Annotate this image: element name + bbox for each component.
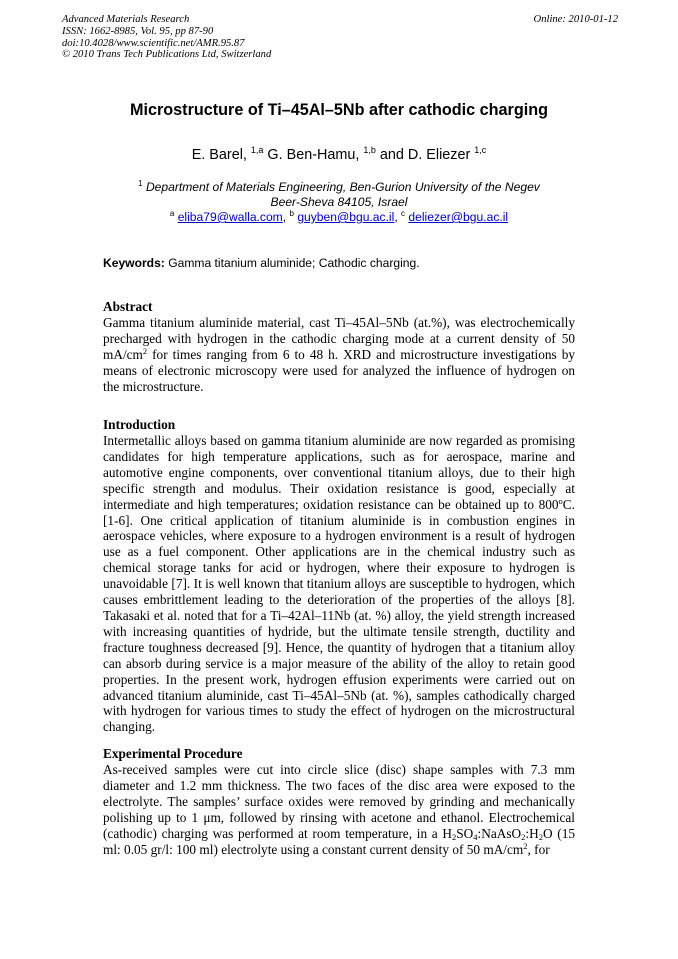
- introduction-section: [103, 417, 575, 735]
- author-name: G. Ben-Hamu,: [263, 147, 364, 163]
- affiliation: [0, 180, 678, 210]
- introduction-heading: Introduction: [103, 417, 176, 432]
- email-superscript: c: [401, 209, 406, 218]
- introduction-text: Intermetallic alloys based on gamma titanium aluminide are now regarded as promising candidates for high temperature applications, such as for aerospace, marine and automotive engine components, over conventional titanium alloys, due to their high specific strength and modulus. Their oxidation resistance is good, especially at intermediate and high temperatures; oxidation resistance can be obtained up to 800$^o$C. [1-6]. One critical application of titanium aluminide is in combustion engines in aerospace vehicles, where exposure to a hydrogen environment is a result of hydrogen use as a fuel component. Other applications are in the chemical industry such as chemical storage tanks for acid or hydrogen, where their exposure to hydrogen is unavoidable [7]. It is well known that titanium alloys are susceptible to hydrogen, which causes embrittlement leading to the deterioration of the properties of the alloys [8]. Takasaki et al. noted that for a Ti–42Al–11Nb (at. %) alloy, the yield strength increased with increasing quantities of hydride, but the ultimate tensile strength, ductility and fracture toughness decreased [9]. Hence, the quantity of hydrogen that a titanium alloy can absorb during service is a major measure of the ability of the alloy to retain good properties. In the present work, hydrogen effusion experiments were carried out on advanced titanium aluminide, cast Ti–45Al–5Nb (at. %), samples cathodically charged with hydrogen for various times to study the effect of hydrogen on the microstructural changing.: [103, 433, 575, 735]
- affiliation-superscript: 1: [138, 179, 143, 188]
- abstract-heading: Abstract: [103, 299, 153, 314]
- experimental-text: As-received samples were cut into circle slice (disc) shape samples with 7.3 mm diameter and 1.2 mm thickness. The two faces of the disc area were exposed to the electrolyte. The samples’ surface oxides were removed by grinding and mechanically polishing up to 1 μm, followed by rinsing with acetone and ethanol. Electrochemical (cathodic) charging was performed at room temperature, in a $H_2SO_4:NaAsO_2:H_2O$ (15 ml: 0.05 gr/l: 100 ml) electrolyte using a constant current density of 50 $mA/cm^2$, for: [103, 762, 575, 857]
- keywords-text: Gamma titanium aluminide; Cathodic charging.: [164, 256, 420, 270]
- issn-line: ISSN: 1662-8985, Vol. 95, pp 87-90: [62, 25, 214, 37]
- journal-header: [62, 14, 618, 61]
- paper-title: Microstructure of Ti–45Al–5Nb after cathodic charging: [130, 101, 548, 119]
- copyright-line: © 2010 Trans Tech Publications Ltd, Switzerland: [62, 49, 272, 61]
- abstract-section: [103, 299, 575, 395]
- author-superscript: 1,c: [474, 145, 487, 155]
- email-link-c[interactable]: deliezer@bgu.ac.il: [408, 210, 509, 224]
- author-name: and D. Eliezer: [375, 147, 475, 163]
- online-date: Online: 2010-01-12: [533, 14, 618, 25]
- abstract-text: Gamma titanium aluminide material, cast Ti–45Al–5Nb (at.%), was electrochemically precharged with hydrogen in the cathodic charging mode at a current density of 50 $mA/cm^2$ for times ranging from 6 to 48 h. XRD and microstructure investigations by means of electronic microscopy were used for analyzed the influence of hydrogen on the microstructure.: [103, 315, 575, 394]
- author-list: [0, 147, 678, 163]
- experimental-heading: Experimental Procedure: [103, 746, 243, 761]
- keywords: [103, 256, 420, 270]
- author-superscript: 1,a: [250, 145, 264, 155]
- email-list: $^a$ eliba79@walla.com, $^b$ guyben@bgu.ac.il, $^c$ deliezer@bgu.ac.il: [169, 209, 509, 224]
- keywords-label: Keywords:: [103, 256, 165, 270]
- affiliation-line-1: Department of Materials Engineering, Ben-Gurion University of the Negev: [142, 180, 540, 194]
- author-superscript: 1,b: [363, 145, 376, 155]
- email-link-a[interactable]: eliba79@walla.com: [177, 210, 283, 224]
- experimental-section: [103, 746, 575, 857]
- author-name: E. Barel,: [191, 147, 251, 163]
- email-link-b[interactable]: guyben@bgu.ac.il: [297, 210, 395, 224]
- affiliation-line-2: Beer-Sheva 84105, Israel: [270, 195, 408, 209]
- journal-name: Advanced Materials Research: [62, 14, 190, 25]
- email-superscript: a: [169, 209, 175, 218]
- email-superscript: b: [289, 209, 294, 218]
- doi-line: doi:10.4028/www.scientific.net/AMR.95.87: [62, 37, 245, 49]
